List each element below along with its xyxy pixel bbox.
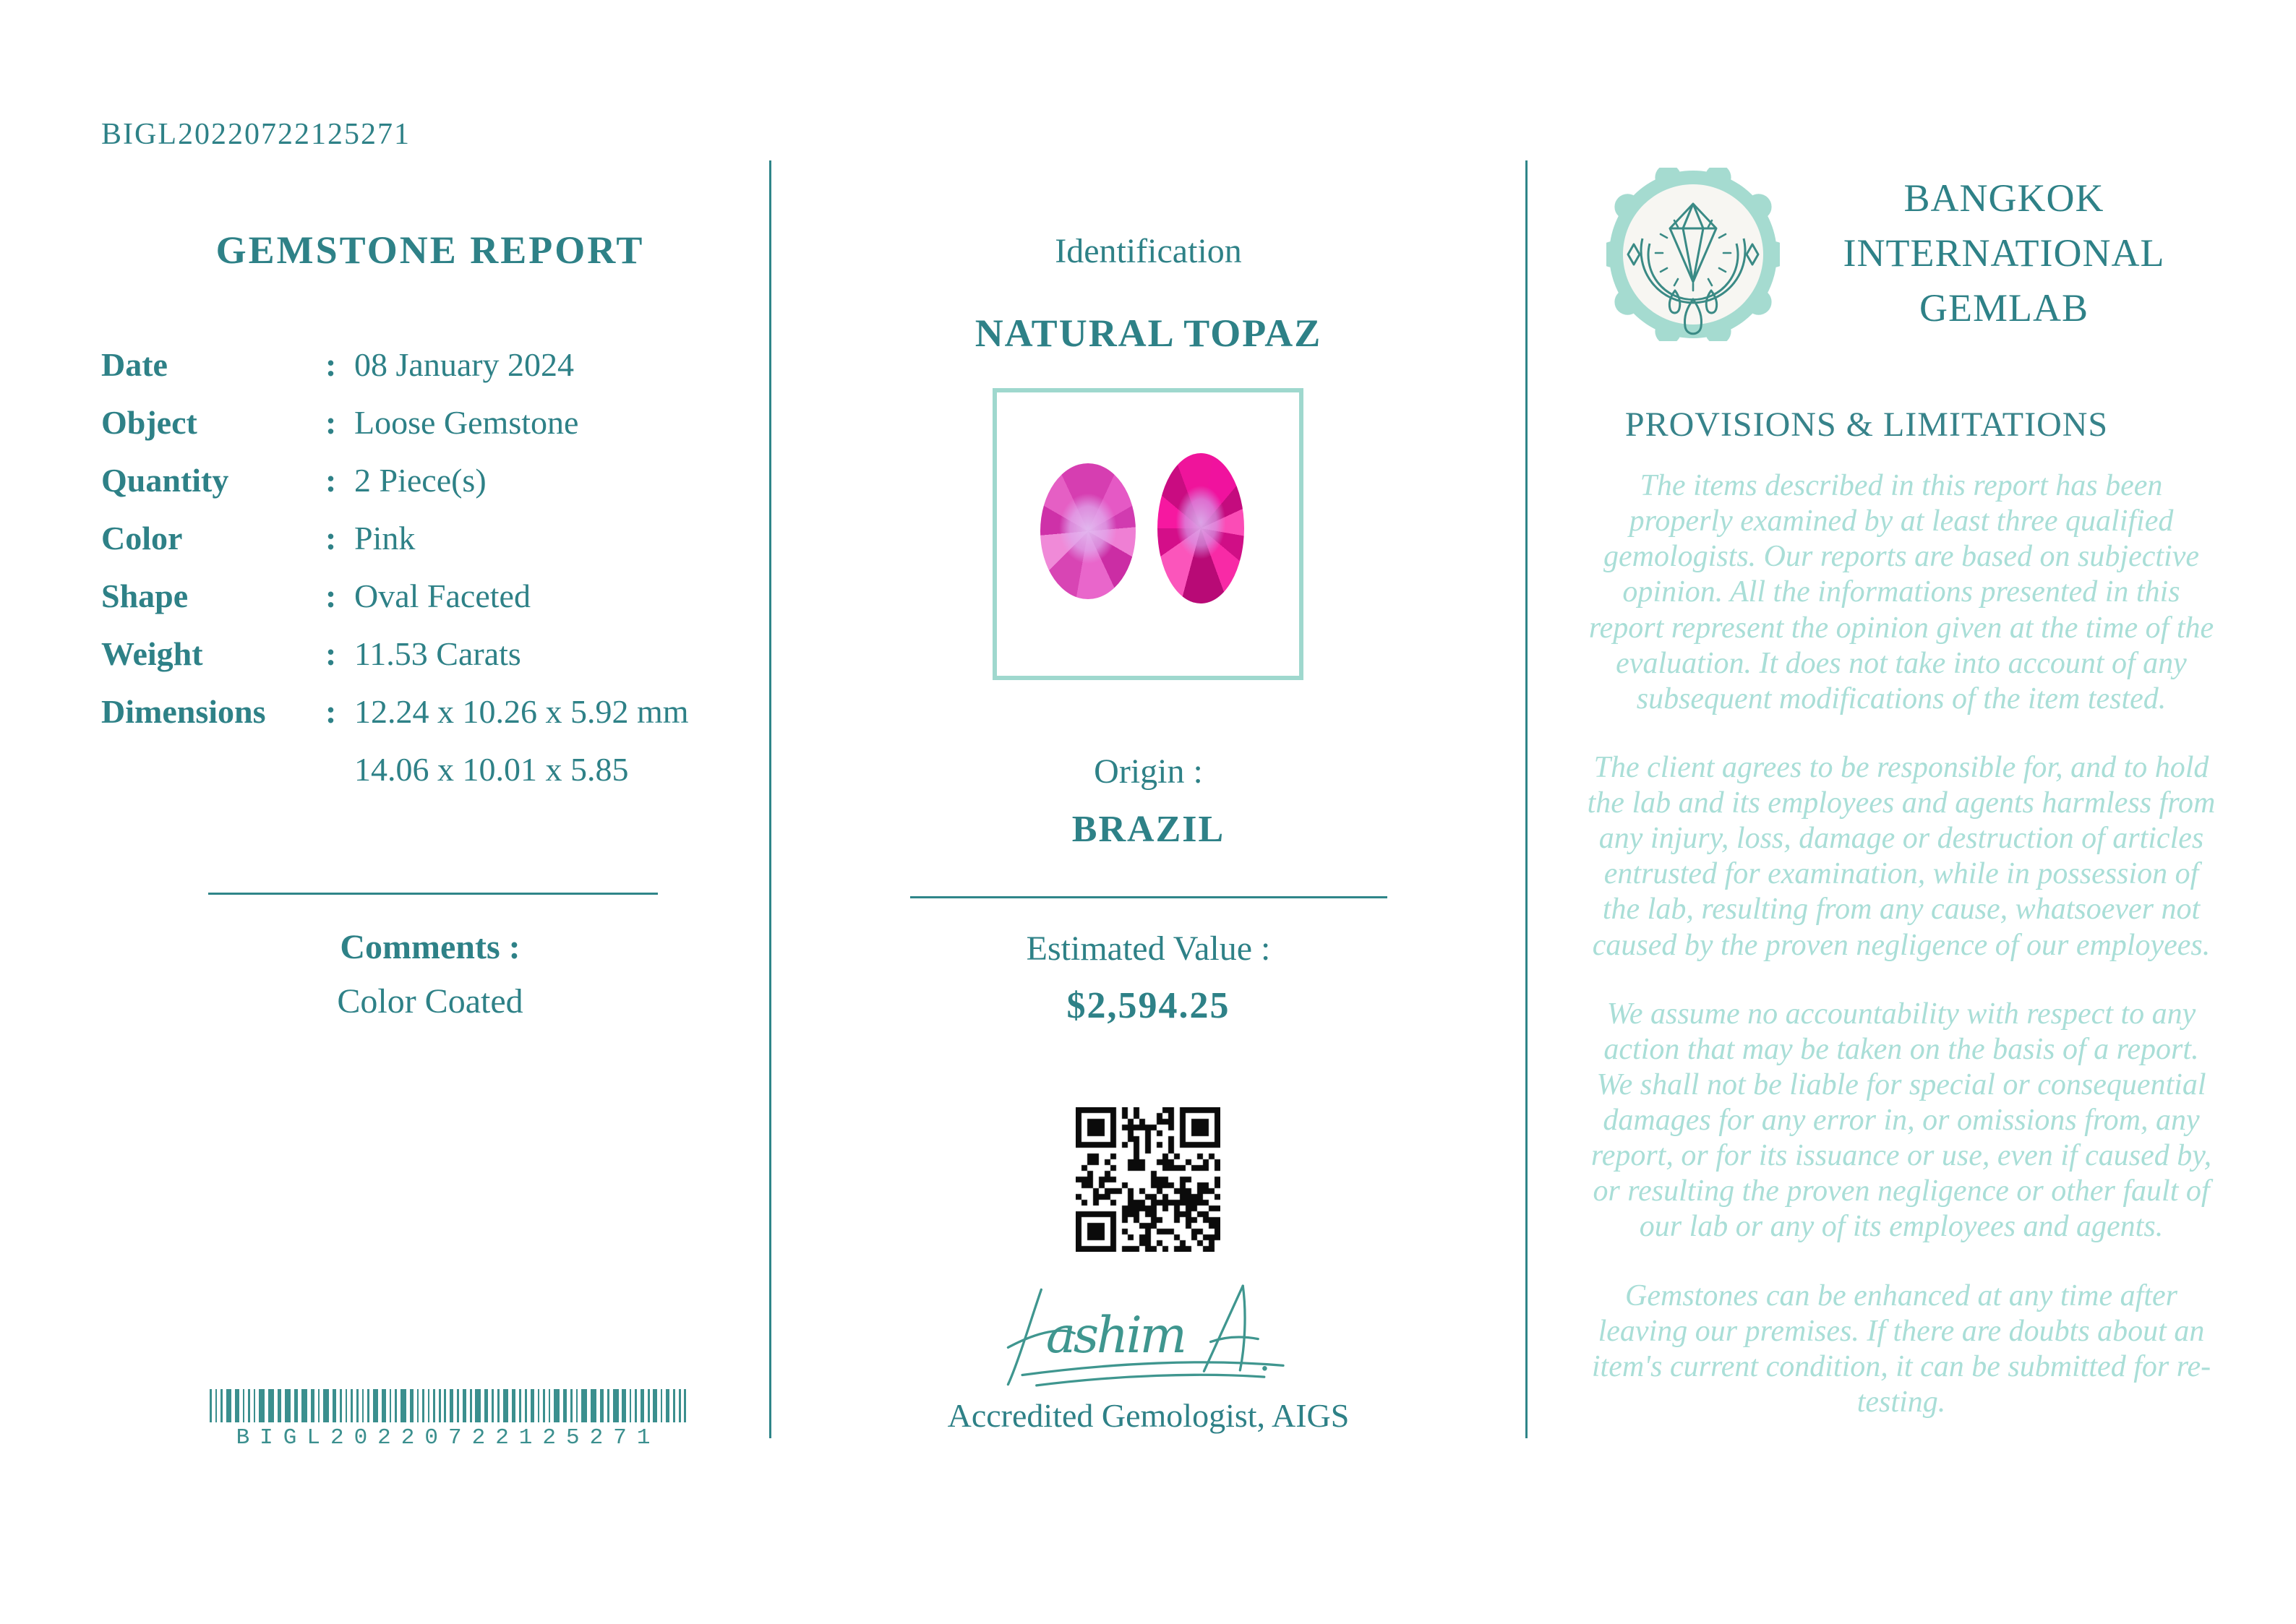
identification-heading: Identification [1055, 232, 1242, 270]
field-row-date [101, 345, 759, 403]
barcode-bars [210, 1389, 687, 1422]
field-colon: : [325, 635, 337, 672]
field-value: Loose Gemstone [354, 404, 579, 441]
field-value: 14.06 x 10.01 x 5.85 [354, 751, 629, 788]
report-number: BIGL20220722125271 [101, 118, 411, 151]
provisions-paragraph: The client agrees to be responsible for, and to hold the lab and its employees and agents harmless from any injury, loss, damage or destruction of articles entrusted for examination, while in possession of the lab, resulting from any cause, whatsoever not caused by the proven negligence of our employees. [1587, 750, 2216, 962]
field-value: Pink [354, 520, 416, 557]
field-value: 2 Piece(s) [354, 462, 487, 499]
comments-value: Color Coated [337, 982, 523, 1021]
gemstone-photo-right [1157, 453, 1244, 603]
gemologist-signature [996, 1273, 1300, 1398]
field-label: Quantity [101, 462, 229, 499]
provisions-title: PROVISIONS & LIMITATIONS [1624, 405, 2109, 444]
stone-name: NATURAL TOPAZ [974, 312, 1322, 355]
barcode [210, 1389, 687, 1451]
field-value: 08 January 2024 [354, 346, 575, 383]
field-colon: : [325, 346, 337, 383]
field-row-dimensions-2 [101, 750, 759, 808]
lab-name-line: INTERNATIONAL [1843, 231, 2165, 275]
field-colon: : [325, 404, 337, 441]
estimated-value: $2,594.25 [1066, 985, 1230, 1026]
field-row-color [101, 519, 759, 577]
provisions-paragraphs [1585, 468, 2218, 1453]
field-row-dimensions [101, 692, 759, 750]
lab-logo [1606, 168, 1780, 341]
comments-label: Comments : [340, 928, 521, 966]
provisions-paragraph: We assume no accountability with respect to any action that may be taken on the basis of a report. We shall not be liable for special or consequential damages for any error in, or omissions from, any report, or for its issuance or use, even if caused by, or resulting the proven negligence or other fault of our lab or any of its employees and agents. [1590, 997, 2212, 1244]
field-label: Dimensions [101, 693, 266, 730]
estimated-value-label: Estimated Value : [1026, 929, 1271, 968]
gemologist-title: Accredited Gemologist, AIGS [947, 1397, 1350, 1434]
field-colon: : [325, 577, 337, 614]
field-value: Oval Faceted [354, 577, 531, 614]
qr-code [1076, 1107, 1220, 1252]
field-row-quantity [101, 461, 759, 519]
origin-label: Origin : [1094, 752, 1203, 791]
field-colon: : [325, 520, 337, 557]
field-value: 11.53 Carats [354, 635, 521, 672]
gemstone-photo-left [1040, 463, 1136, 599]
field-label: Shape [101, 577, 189, 614]
value-divider [910, 896, 1387, 898]
comments-divider [208, 893, 658, 895]
field-row-object [101, 403, 759, 461]
barcode-text: BIGL20220722125271 [236, 1425, 661, 1451]
field-label: Date [101, 346, 168, 383]
origin-value: BRAZIL [1071, 809, 1225, 850]
identification-column [770, 0, 1527, 1624]
gemstone-photo-frame [993, 388, 1303, 680]
report-title: GEMSTONE REPORT [215, 228, 645, 272]
field-colon: : [325, 462, 337, 499]
lab-name-line: GEMLAB [1919, 286, 2089, 330]
report-fields [101, 345, 759, 808]
provisions-paragraph: Gemstones can be enhanced at any time after leaving our premises. If there are doubts about an item's current condition, it can be submitted for re-testing. [1591, 1279, 2211, 1419]
lab-name [1830, 171, 2177, 335]
lab-column [1527, 0, 2296, 1624]
provisions-paragraph: The items described in this report has been properly examined by at least three qualified gemologists. Our reports are based on subjective opinion. All the informations presented in this report represent the opinion given at the time of the evaluation. It does not take into account of any subsequent modifications of the item tested. [1588, 469, 2214, 716]
report-column [101, 0, 759, 1624]
field-value: 12.24 x 10.26 x 5.92 mm [354, 693, 689, 730]
field-label: Weight [101, 635, 203, 672]
svg-text:ashim: ashim [1045, 1306, 1185, 1365]
field-label: Color [101, 520, 183, 557]
field-row-shape [101, 577, 759, 635]
field-colon: : [325, 693, 337, 730]
field-label: Object [101, 404, 197, 441]
field-row-weight [101, 635, 759, 692]
lab-name-line: BANGKOK [1903, 176, 2104, 220]
